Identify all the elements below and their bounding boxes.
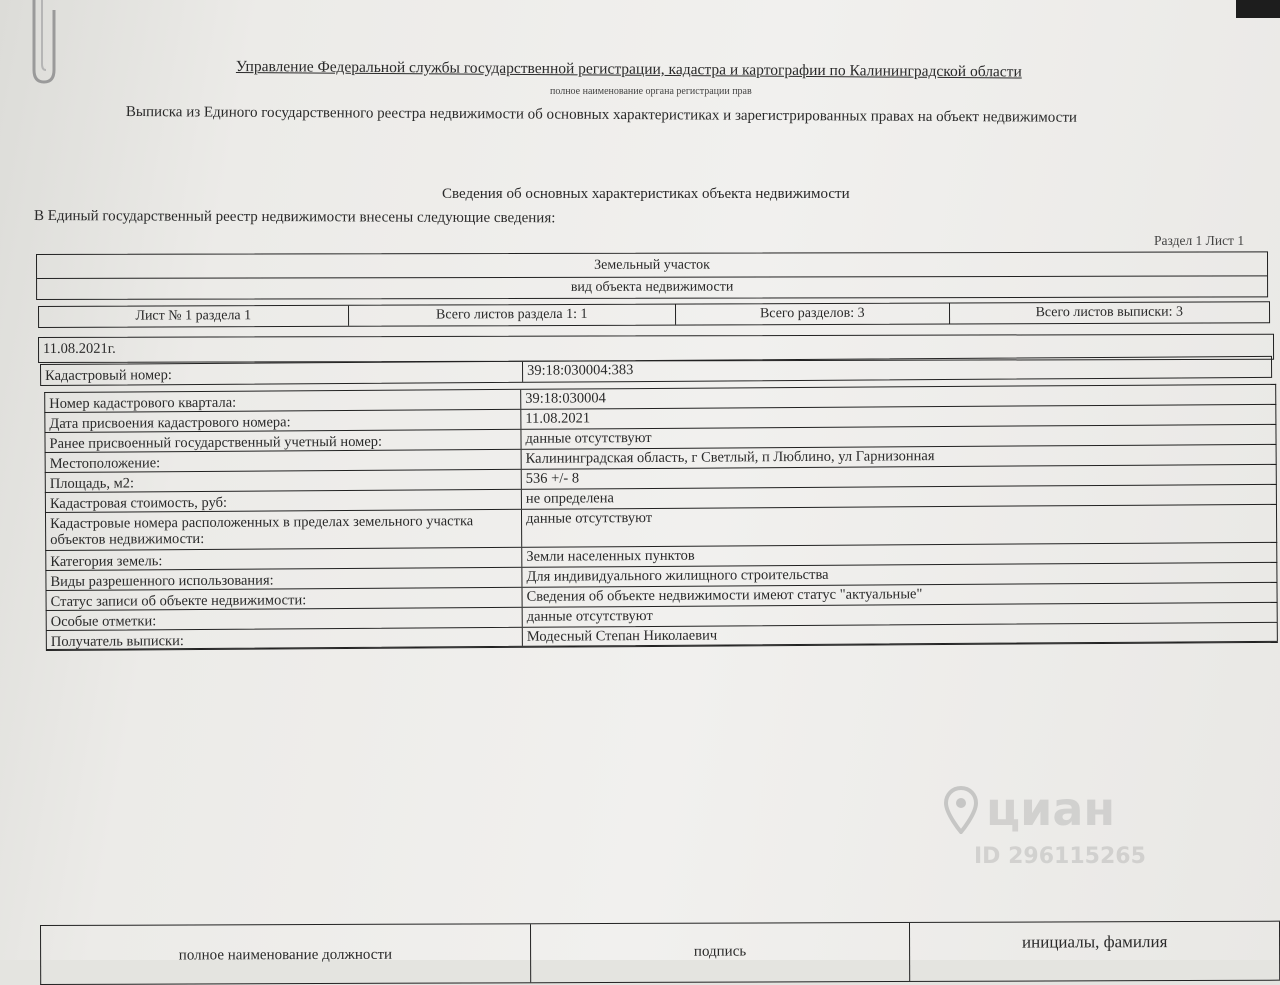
characteristics-table: [44, 356, 1280, 651]
row-label: Кадастровые номера расположенных в пределах земельного участка объектов недвижимости:: [46, 510, 522, 550]
sheet-info-row: [38, 301, 1270, 328]
watermark-id: ID 296115265: [974, 844, 1146, 869]
row-label: Ранее присвоенный государственный учетный номер:: [45, 430, 521, 452]
row-value: Сведения об объекте недвижимости имеют статус "актуальные": [526, 586, 923, 605]
section-intro: В Единый государственный реестр недвижимости внесены следующие сведения:: [33, 208, 556, 227]
row-value: Для индивидуального жилищного строительства: [526, 566, 829, 585]
row-value: данные отсутствуют: [525, 429, 652, 447]
characteristics-rows: [44, 384, 1278, 651]
section-title: Сведения об основных характеристиках объекта недвижимости: [442, 186, 850, 202]
row-label: Особые отметки:: [47, 608, 523, 630]
signature-column: подпись: [531, 923, 911, 982]
row-value: не определена: [525, 490, 614, 507]
initials-column: инициалы, фамилия: [910, 922, 1280, 981]
row-value: 39:18:030004: [525, 390, 606, 407]
position-column: полное наименование должности: [41, 924, 531, 984]
row-value: 11.08.2021: [525, 410, 591, 427]
row-value: данные отсутствуют: [525, 509, 653, 527]
dark-corner: [1236, 0, 1280, 18]
cadastral-number-value: 39:18:030004:383: [527, 362, 634, 379]
row-value: Земли населенных пунктов: [526, 547, 695, 565]
paperclip-icon: [26, 0, 66, 86]
row-value: Модесный Степан Николаевич: [526, 627, 718, 645]
row-label: Виды разрешенного использования:: [46, 568, 522, 590]
location-pin-icon: [944, 786, 978, 834]
extract-title: Выписка из Единого государственного реестра недвижимости об основных характеристиках и зарегистрированных правах на объект недвижимости: [125, 104, 1077, 126]
object-type: Земельный участок: [594, 257, 710, 273]
row-label: Площадь, м2:: [46, 470, 522, 492]
row-label: Местоположение:: [46, 450, 522, 472]
organization-caption: полное наименование органа регистрации прав: [550, 86, 752, 97]
watermark-brand: циан: [986, 782, 1116, 836]
total-sheets-extract: Всего листов выписки: 3: [1035, 304, 1184, 321]
row-value: 536 +/- 8: [525, 470, 580, 487]
row-label: Кадастровая стоимость, руб:: [46, 490, 522, 512]
extract-date: 11.08.2021г.: [38, 334, 1274, 363]
object-type-box: [36, 251, 1268, 300]
total-sections: Всего разделов: 3: [676, 303, 950, 324]
signature-table: [40, 921, 1280, 985]
sheet-number: Лист № 1 раздела 1: [39, 306, 349, 327]
row-label: Категория земель:: [46, 548, 522, 570]
row-label: Статус записи об объекте недвижимости:: [47, 588, 523, 610]
row-label: Номер кадастрового квартала:: [45, 390, 521, 412]
object-type-caption: вид объекта недвижимости: [570, 279, 734, 295]
row-value: Калининградская область, г Светлый, п Люблино, ул Гарнизонная: [525, 448, 935, 467]
row-label: Дата присвоения кадастрового номера:: [45, 410, 521, 432]
row-value: данные отсутствуют: [526, 607, 653, 625]
row-label: Получатель выписки:: [47, 628, 523, 649]
cadastral-number-label: Кадастровый номер:: [41, 362, 523, 385]
section-sheet-label: Раздел 1 Лист 1: [1154, 233, 1245, 248]
organization-name: Управление Федеральной службы государственной регистрации, кадастра и картографии по Калининградской области: [235, 58, 1022, 81]
total-sheets-section: Всего листов раздела 1: 1: [349, 305, 677, 326]
